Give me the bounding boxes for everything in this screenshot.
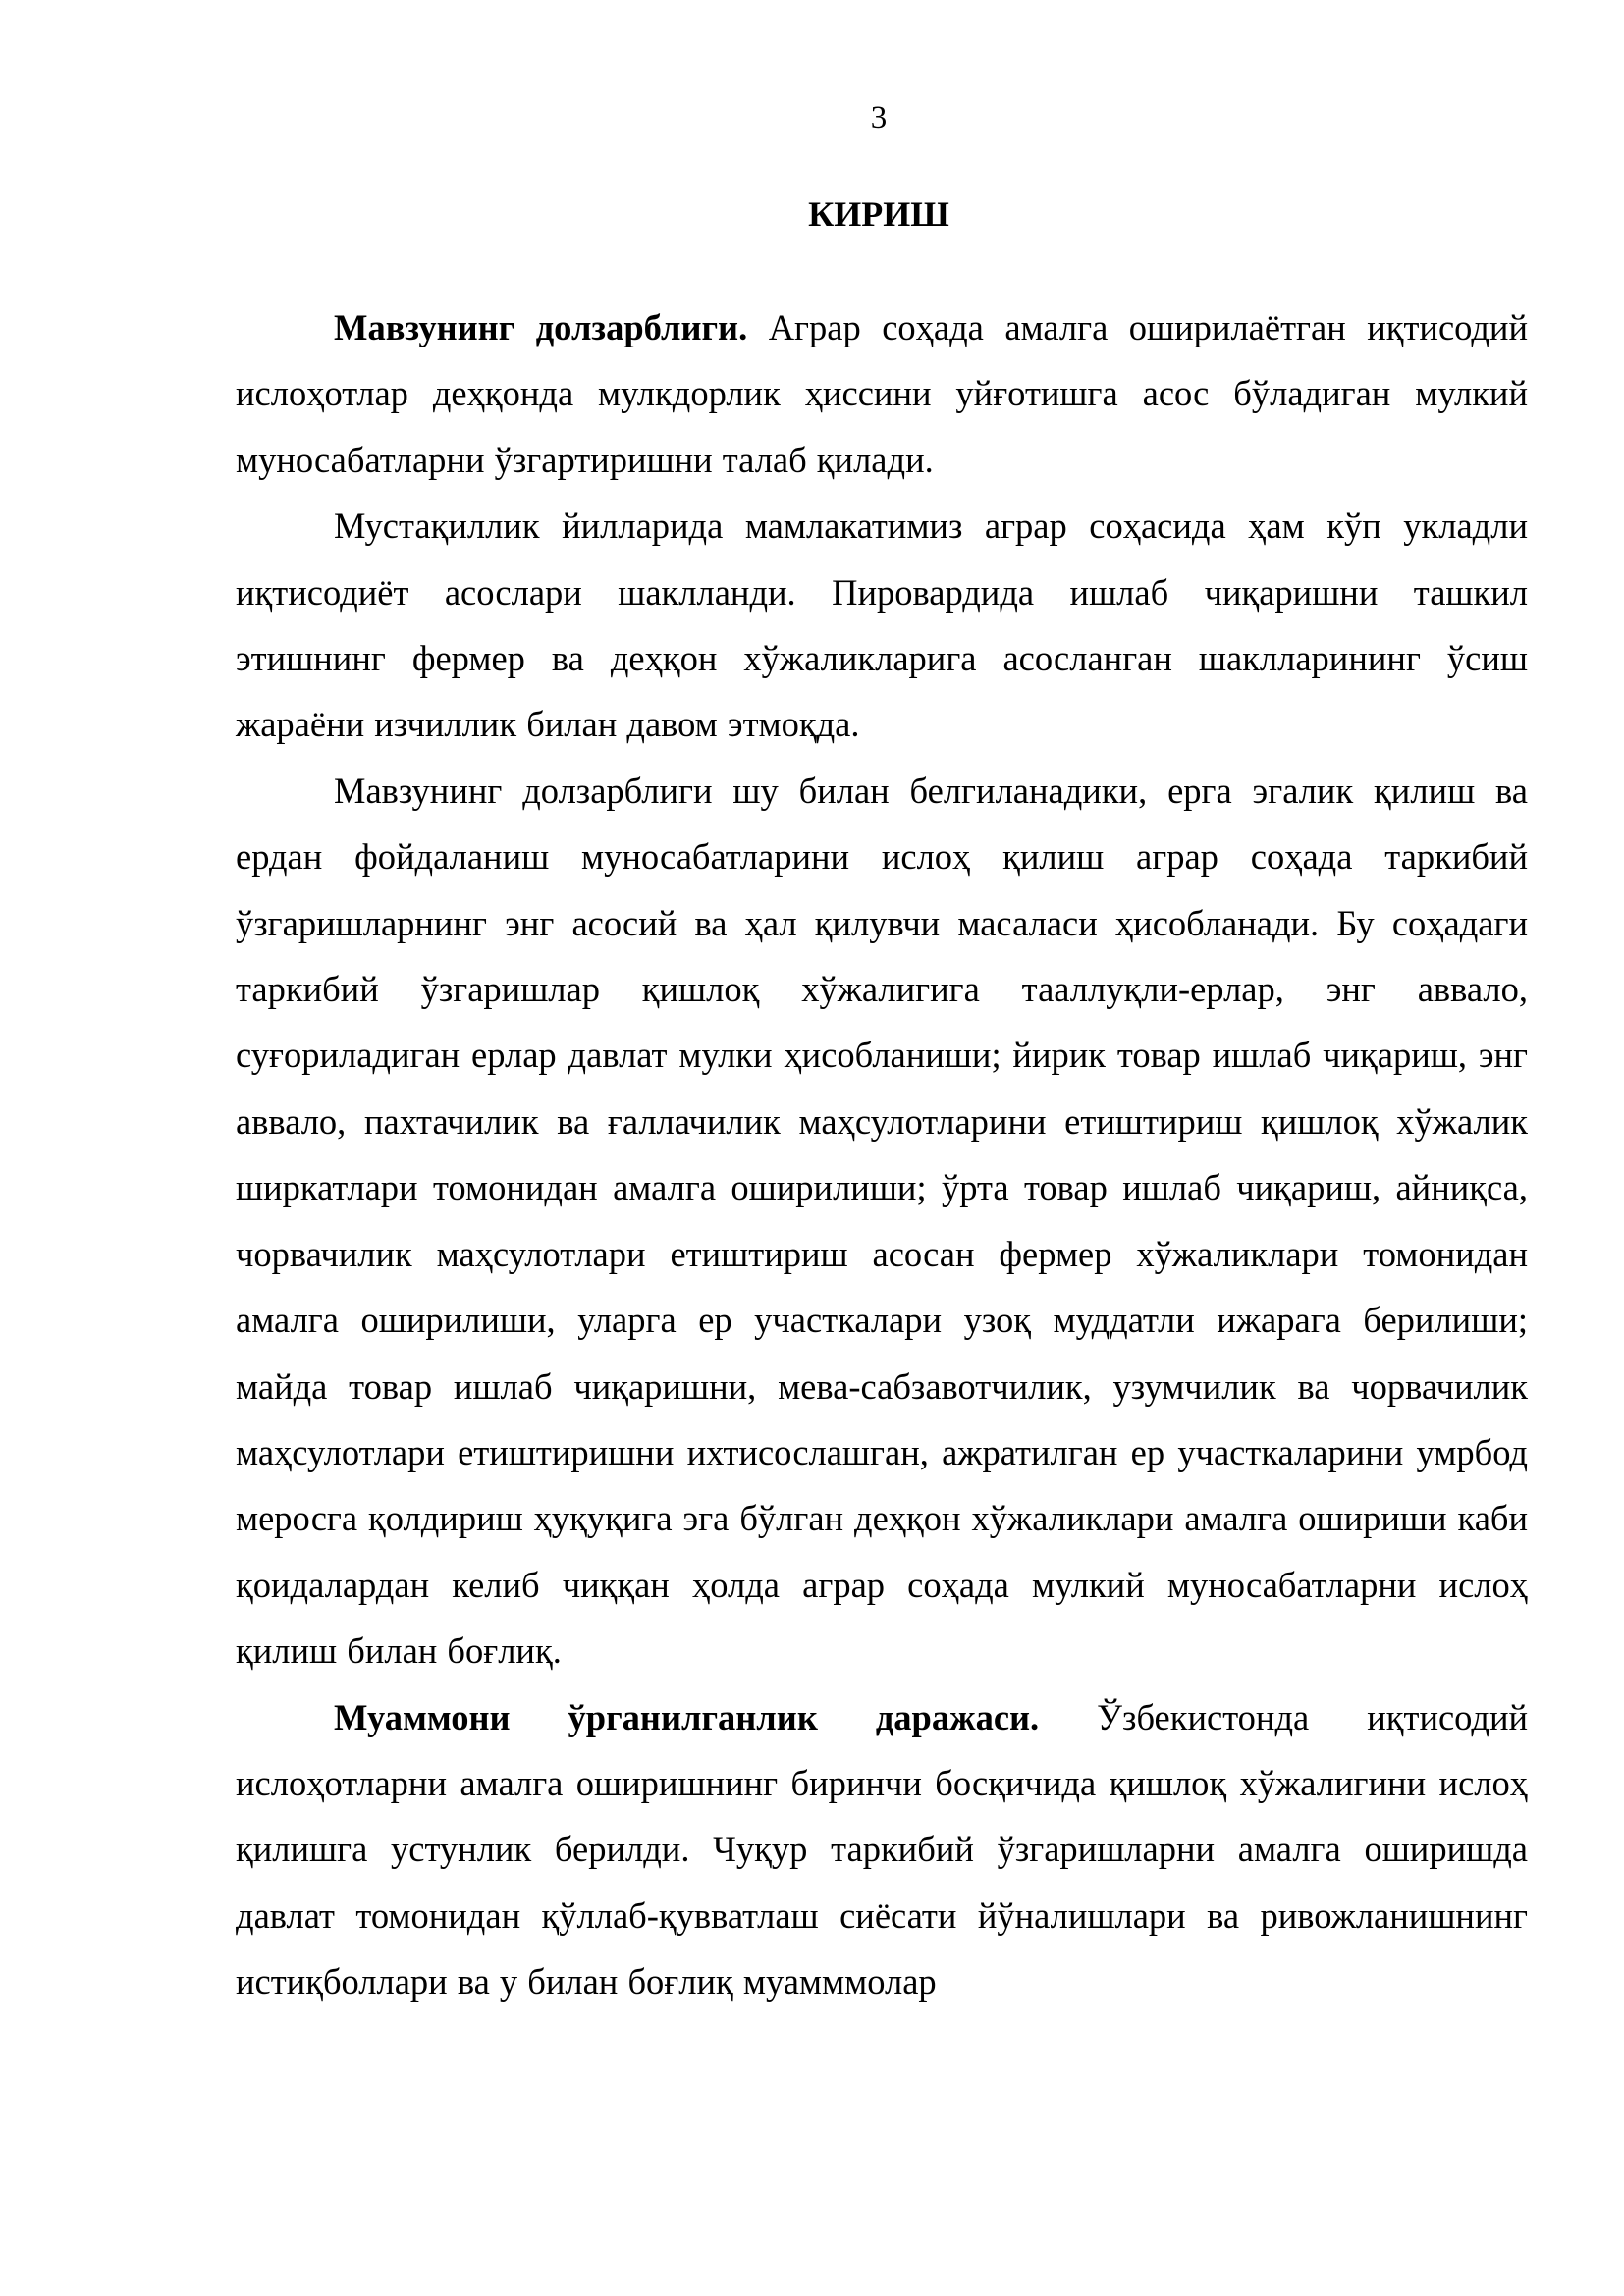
paragraph-problem-study [236, 1684, 1528, 2015]
paragraph-text: Мавзунинг долзарблиги шу билан белгиланадики, ерга эгалик қилиш ва ердан фойдаланиш муносабатларини ислоҳ қилиш аграр соҳада таркибий ўзгаришларнинг энг асосий ва ҳал қилувчи масаласи ҳисобланади. Бу соҳадаги таркибий ўзгаришлар қишлоқ хўжалигига тааллуқли-ерлар, энг аввало, суғориладиган ерлар давлат мулки ҳисобланиши; йирик товар ишлаб чиқариш, энг аввало, пахтачилик ва ғаллачилик маҳсулотларини етиштириш қишлоқ хўжалик ширкатлари томонидан амалга оширилиши; ўрта товар ишлаб чиқариш, айниқса, чорвачилик маҳсулотлари етиштириш асосан фермер хўжаликлари томонидан амалга оширилиши, уларга ер участкалари узоқ муддатли ижарага берилиши; майда товар ишлаб чиқаришни, мева-сабзавотчилик, узумчилик ва чорвачилик маҳсулотлари етиштиришни ихтисослашган, ажратилган ер участкаларини умрбод меросга қолдириш ҳуқуқига эга бўлган деҳқон хўжаликлари амалга ошириши каби қоидалардан келиб чиққан ҳолда аграр соҳада мулкий муносабатларни ислоҳ қилиш билан боғлиқ. [236, 770, 1528, 1672]
paragraph-text: Аграр соҳада амалга оширилаётган иқтисодий ислоҳотлар деҳқонда мулкдорлик ҳиссини уйғотишга асос бўладиган мулкий муносабатларни ўзгартиришни талаб қилади. [236, 307, 1528, 480]
paragraph-reforms [236, 758, 1528, 1684]
paragraph-lead: Муаммони ўрганилганлик даражаси. [334, 1696, 1040, 1737]
page-number: 3 [870, 100, 888, 135]
paragraph-independence [236, 493, 1528, 758]
paragraph-relevance [236, 294, 1528, 493]
body-text [236, 294, 1528, 2015]
section-heading: КИРИШ [808, 194, 949, 234]
paragraph-lead: Мавзунинг долзарблиги. [334, 307, 748, 347]
paragraph-text: Ўзбекистонда иқтисодий ислоҳотларни амалга оширишнинг биринчи босқичида қишлоқ хўжалигини ислоҳ қилишга устунлик берилди. Чуқур таркибий ўзгаришларни амалга оширишда давлат томонидан қўллаб-қувватлаш сиёсати йўналишлари ва ривожланишнинг истиқболлари ва у билан боғлиқ муамммолар [236, 1696, 1529, 2002]
paragraph-text: Мустақиллик йилларида мамлакатимиз аграр соҳасида ҳам кўп укладли иқтисодиёт асослари шаклланди. Пировардида ишлаб чиқаришни ташкил этишнинг фермер ва деҳқон хўжаликларига асосланган шаклларининг ўсиш жараёни изчиллик билан давом этмоқда. [236, 506, 1528, 745]
